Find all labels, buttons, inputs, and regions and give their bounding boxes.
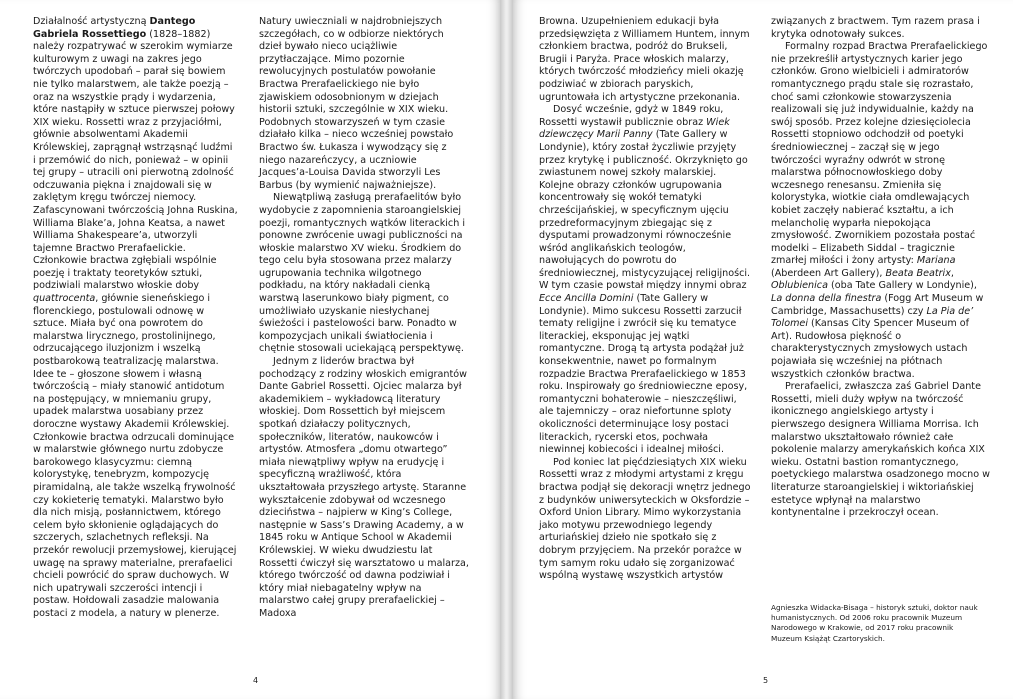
text-run: , (950, 267, 954, 279)
left-page-column-1 (33, 16, 238, 621)
paragraph: Niewątpliwą zasługą prerafaelitów było wydobycie z zapomnienia staroangielskiej poezji, romantycznych wątków literackich i ponowne zwrócenie uwagi publiczności na włoskie malarstwo XV wieku. Środkiem do tego celu była stosowana przez malarzy ugrupowania technika wilgotnego podkładu, na który nakładali cienką warstwą laserunkowo biały pigment, co umożliwiało uzyskanie niesłychanej świeżości i pastelowości barw. Ponadto w kompozycjach unikali światłocienia i chętnie stosowali uciekającą perspektywę. (259, 192, 465, 355)
book-gutter (500, 0, 513, 699)
paragraph: Prerafaelici, zwłaszcza zaś Gabriel Dante Rossetti, mieli duży wpływ na twórczość ikonicznego angielskiego artysty i pierwszego designera Williama Morrisa. Ich malarstwo ukształtowało również całe pokolenie malarzy amerykańskich końca XIX wieku. Ostatni bastion romantycznego, poetyckiego malarstwa osadzonego mocno w literaturze staroangielskiej i wiktoriańskiej estetyce wpłynął na malarstwo kontynentalne i przekroczył ocean. (771, 381, 991, 519)
right-page-column-2 (771, 16, 991, 520)
paragraph: Jednym z liderów bractwa był pochodzący z rodziny włoskich emigrantów Dante Gabriel Rossetti. Ojciec malarza był akademikiem – wykładowcą literatury włoskiej. Dom Rossettich był miejscem spotkań działaczy politycznych, społeczników, literatów, naukowców i artystów. Atmosfera „domu otwartego” miała niewątpliwy wpływ na erudycję i specyficzną wrażliwość, która ukształtowała przyszłego artystę. Staranne wykształcenie zdobywał od wczesnego dzieciństwa – najpierw w King’s College, następnie w Sass’s Drawing Academy, a w 1845 roku w Antique School w Akademii Królewskiej. W wieku dwudziestu lat Rossetti ćwiczył się warsztatowo u malarza, którego twórczość od dawna podziwiał i który miał niebagatelny wpływ na malarstwo całej grupy prerafaelickiej – Madoxa (259, 356, 469, 619)
paragraph (539, 104, 754, 457)
page-number: 5 (763, 676, 769, 685)
paragraph (771, 41, 991, 381)
italic-term: quattrocenta (33, 293, 96, 305)
text-run: Działalność artystyczną (33, 16, 150, 27)
text-run: (Fogg Art Museum w Cambridge, Massachusetts) czy (771, 293, 984, 317)
artwork-title: Wiek dziewczęcy Marii Panny (539, 116, 730, 141)
text-run: , głównie sieneńskiego i florenckiego, postulowali odnowę w sztuce. Miała być ona powrotem do malarstwa lirycznego, prostolinijnego, odrzucającego iluzjonizm i wszelką postbarokową teatralizację malarstwa. Idee te – głoszone słowem i własną twórczością – miały stanowić antidotum na postępujący, w mniemaniu grupy, upadek malarstwa uosabiany przez doroczne wystawy Akademii Królewskiej. Członkowie bractwa odrzucali dominujące w malarstwie głównego nurtu zdobycze barokowego klasycyzmu: ciemną kolorystykę, tenebryzm, kompozycję piramidalną, ale także wszelką frywolność czy kokieterię tematyki. Malarstwo było dla nich misją, posłannictwem, którego celem było skłonienie oglądających do szczerych, szlachetnych refleksji. Na przekór rewolucji przemysłowej, kierującej uwagę na sprawy materialne, prerafaelici chcieli powrócić do spraw duchowych. W nich upatrywali szczerości intencji i postaw. Hołdowali zasadzie malowania postaci z modela, a natury w plenerze. (33, 293, 237, 619)
right-page-column-1 (539, 16, 754, 583)
artwork-title: La donna della finestra (771, 293, 882, 305)
left-page-column-2 (259, 16, 469, 621)
page-number: 4 (253, 676, 259, 685)
artwork-title: Ecce Ancilla Domini (539, 293, 634, 305)
left-page (0, 0, 500, 699)
text-run: (1828–1882) należy rozpatrywać w szerokim wymiarze kulturowym z uwagi na zakres jego twórczych upodobań – parał się bowiem nie tylko malarstwem, ale także poezją – oraz na wszystkie prądy i wydarzenia, które nastąpiły w sztuce pierwszej połowy XIX wieku. Rossetti wraz z przyjaciółmi, głównie absolwentami Akademii Królewskiej, zaprągnął wstrząsnąć ludźmi i przemówić do nich, ponieważ – w opinii tej grupy – utracili oni pierwotną zdolność odczuwania piękna i znajdowali się w zaklętym kręgu twórczej niemocy. Zafascynowani twórczością Johna Ruskina, Williama Blake’a, Johna Keatsa, a nawet Williama Shakespeare’a, utworzyli tajemne Bractwo Prerafaelickie. Członkowie bractwa zgłębiali wspólnie poezję i traktaty teoretyków sztuki, podziwiali malarstwo włoskie doby (33, 28, 238, 292)
author-bio: Agnieszka Widacka-Bisaga – historyk sztuki, doktor nauk humanistycznych. Od 2006 roku pracownik Muzeum Narodowego w Krakowie, od 2017 roku pracownik Muzeum Książąt Czartoryskich. (771, 603, 978, 643)
paragraph: Natury uwieczniali w najdrobniejszych szczegółach, co w odbiorze niektórych dzieł bywało nieco uciążliwie przytłaczające. Mimo pozornie rewolucyjnych postulatów powołanie Bractwa Prerafaelickiego nie było zjawiskiem odosobnionym w dziejach historii sztuki, szczególnie w XIX wieku. Podobnych stowarzyszeń w tym czasie działało kilka – nieco wcześniej powstało Bractwo św. Łukasza i wywodzący się z niego nazareńczycy, a uczniowie Jacques’a-Louisa Davida stworzyli Les Barbus (by wymienić najważniejsze). (259, 16, 454, 191)
text-run: Dosyć wcześnie, gdyż w 1849 roku, Rossetti wystawił publicznie obraz (539, 104, 724, 128)
text-run: (Tate Gallery w Londynie). Mimo sukcesu Rossetti zarzucił tematy religijne i zwrócił się ku tematyce literackiej, eksponując jej wątki romantyczne. Drogą tą artysta podążał już konsekwentnie, nawet po formalnym rozpadzie Bractwa Prerafaelickiego w 1853 roku. Inspirowały go średniowieczne eposy, romantyczni bohaterowie – nieszczęśliwi, ale tajemniczy – oraz niefortunne sploty okoliczności determinujące losy postaci literackich, rycerski etos, pochwała niewinnej kobiecości i idealnej miłości. (539, 293, 748, 456)
paragraph (33, 16, 238, 621)
artwork-title: Oblubienica (771, 280, 828, 292)
paragraph: związanych z bractwem. Tym razem prasa i krytyka odnotowały sukces. (771, 16, 980, 40)
text-run: (Tate Gallery w Londynie), który został życzliwie przyjęty przez krytykę i publiczność. Okrzyknięto go zwiastunem nowej szkoły malarskiej. Kolejne obrazy członków ugrupowania koncentrowały się wokół tematyki chrześcijańskiej, w specyficznym ujęciu przedreformacyjnym zbiegając się z dysputami prowadzonymi równocześnie wśród anglikańskich teologów, nawołujących do powrotu do średniowiecznej, mistycyzującej religijności. W tym czasie powstał między innymi obraz (539, 129, 751, 292)
text-run: (Aberdeen Art Gallery), (771, 267, 886, 279)
text-run: (Kansas City Spencer Museum of Art). Rudowłosa piękność o charakterystycznych zmysłowych ustach pojawiała się wcześniej na płótnach wszystkich członków bractwa. (771, 318, 969, 380)
right-page (513, 0, 1013, 699)
paragraph: Browna. Uzupełnieniem edukacji była przedsięwzięta z Williamem Huntem, innym członkiem bractwa, podróż do Brukseli, Brugii i Paryża. Prace włoskich malarzy, których twórczość młodzieńcy mieli okazję podziwiać w zbiorach paryskich, ugruntowała ich artystyczne przekonania. (539, 16, 750, 103)
artwork-title: La Pia de’ Tolomei (771, 305, 974, 330)
artwork-title: Beata Beatrix (885, 267, 951, 279)
paragraph: Pod koniec lat pięćdziesiątych XIX wieku Rossetti wraz z młodymi artystami z kręgu bractwa podjął się dekoracji wnętrz jednego z budynków uniwersyteckich w Oksfordzie – Oxford Union Library. Mimo wykorzystania jako motywu przewodniego legendy arturiańskiej dzieło nie spotkało się z dobrym przyjęciem. Na przekór porażce w tym samym roku udało się zorganizować wspólną wystawę wszystkich artystów (539, 456, 751, 582)
text-run: (oba Tate Gallery w Londynie), (827, 280, 977, 292)
artwork-title: Mariana (916, 255, 956, 267)
text-run: Formalny rozpad Bractwa Prerafaelickiego nie przekreślił artystycznych karier jego członków. Grono wielbicieli i admiratorów romantycznego prądu stale się rozrastało, choć sami członkowie stowarzyszenia realizowali się już indywidualnie, każdy na swój sposób. Przez kolejne dziesięciolecia Rossetti stopniowo odchodził od poetyki średniowiecznej – zaczął się w jego twórczości wyraźny odwrót w stronę malarstwa północnowłoskiego doby wczesnego renesansu. Zmieniła się kolorystyka, wiotkie ciała omdlewających kobiet zaczęły nabierać kształtu, a ich melancholię wyparła niepokojąca zmysłowość. Zwornikiem pozostała postać modelki – Elizabeth Siddal – tragicznie zmarłej miłości i żony artysty: (771, 41, 988, 267)
artist-name: Dantego Gabriela Rossettiego (33, 16, 196, 40)
